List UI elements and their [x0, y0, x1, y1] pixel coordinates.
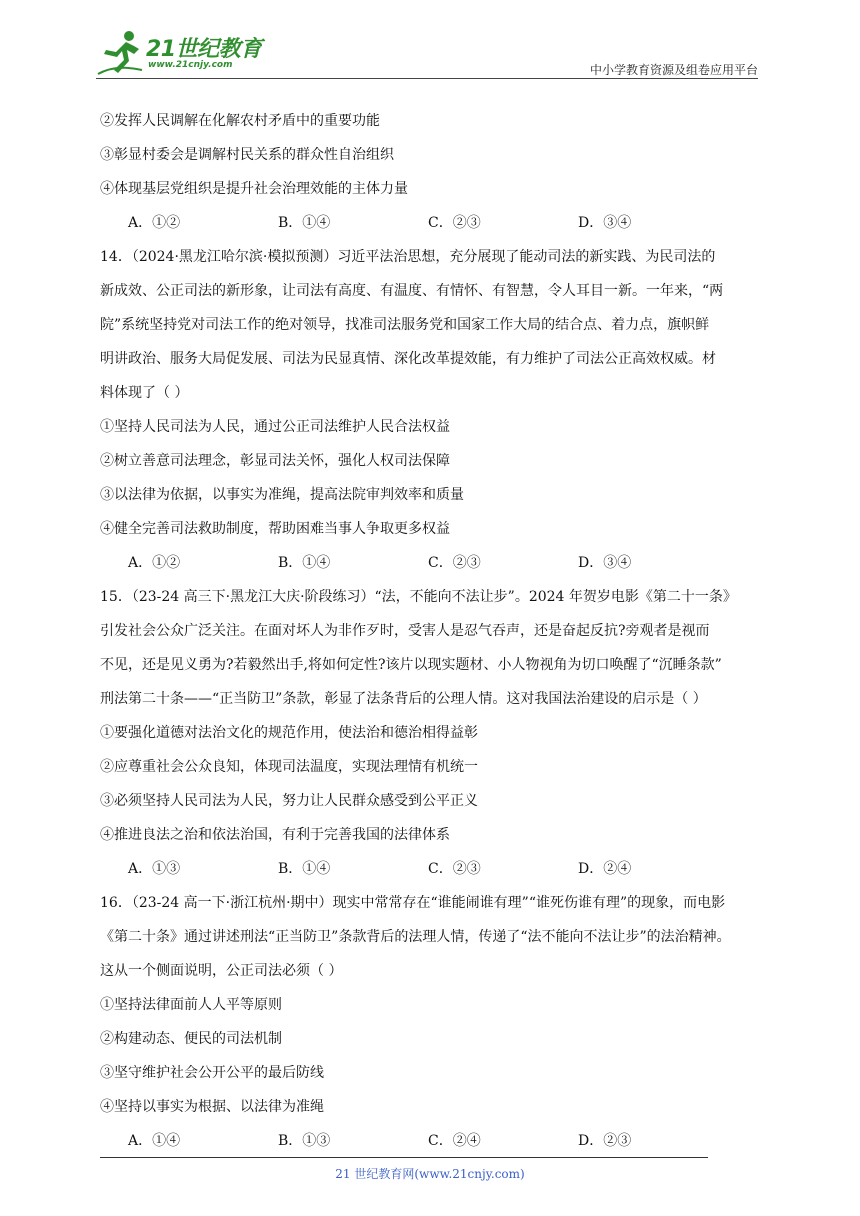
- q16-item: ④坚持以事实为根据、以法律为准绳: [100, 1099, 324, 1115]
- q16-stem-line: 这从一个侧面说明，公正司法必须（ ）: [100, 963, 343, 979]
- logo-url: www.21cnjy.com: [148, 60, 233, 70]
- q14-stem-line: 14．（2024·黑龙江哈尔滨·模拟预测）习近平法治思想，充分展现了能动司法的新实践、为民司法的: [100, 249, 716, 265]
- option-b: B．①④: [278, 215, 331, 231]
- footer-link[interactable]: 21 世纪教育网(www.21cnjy.com): [335, 1167, 525, 1181]
- q16-item: ③坚守维护社会公开公平的最后防线: [100, 1065, 324, 1081]
- option-b: B．①④: [278, 861, 331, 877]
- q15-item: ④推进良法之治和依法治国，有利于完善我国的法律体系: [100, 827, 450, 843]
- option-a: A．①④: [128, 1133, 181, 1149]
- q16-options: [100, 1124, 760, 1158]
- option-a: A．①②: [128, 215, 181, 231]
- option-d: D．③④: [578, 215, 632, 231]
- q15-item: ③必须坚持人民司法为人民，努力让人民群众感受到公平正义: [100, 793, 478, 809]
- option-d: D．②③: [578, 1133, 632, 1149]
- q14-item: ④健全完善司法救助制度，帮助困难当事人争取更多权益: [100, 521, 450, 537]
- q14-item: ①坚持人民司法为人民，通过公正司法维护人民合法权益: [100, 419, 450, 435]
- option-c: C．②③: [428, 555, 481, 571]
- page-header: [96, 30, 758, 78]
- q13-item: ④体现基层党组织是提升社会治理效能的主体力量: [100, 181, 408, 197]
- option-d: D．③④: [578, 555, 632, 571]
- q14-item: ②树立善意司法理念，彰显司法关怀，强化人权司法保障: [100, 453, 450, 469]
- q16-item: ①坚持法律面前人人平等原则: [100, 997, 282, 1013]
- logo-text: 21世纪教育: [146, 37, 262, 62]
- option-c: C．②④: [428, 1133, 481, 1149]
- option-a: A．①③: [128, 861, 181, 877]
- q15-item: ①要强化道德对法治文化的规范作用，使法治和德治相得益彰: [100, 725, 478, 741]
- question-content: [100, 104, 760, 1158]
- q14-stem-line: 明讲政治、服务大局促发展、司法为民显真情、深化改革提效能，有力维护了司法公正高效权威。材: [100, 351, 716, 367]
- q15-options: [100, 852, 760, 886]
- q14-stem-line: 院”系统坚持党对司法工作的绝对领导，找准司法服务党和国家工作大局的结合点、着力点，旗帜鲜: [100, 317, 710, 333]
- q14-stem-line: 新成效、公正司法的新形象，让司法有高度、有温度、有情怀、有智慧，令人耳目一新。一年来，“两: [100, 283, 724, 299]
- option-c: C．②③: [428, 215, 481, 231]
- option-d: D．②④: [578, 861, 632, 877]
- option-a: A．①②: [128, 555, 181, 571]
- q13-item: ②发挥人民调解在化解农村矛盾中的重要功能: [100, 113, 380, 129]
- q13-item: ③彰显村委会是调解村民关系的群众性自治组织: [100, 147, 394, 163]
- option-b: B．①④: [278, 555, 331, 571]
- q15-stem-line: 15．（23-24 高三下·黑龙江大庆·阶段练习）“法，不能向不法让步”。2024 年贺岁电影《第二十一条》: [100, 589, 737, 605]
- footer-divider: [100, 1157, 708, 1158]
- question-15: [100, 580, 760, 886]
- q14-stem-line: 料体现了（ ）: [100, 385, 189, 401]
- q16-item: ②构建动态、便民的司法机制: [100, 1031, 282, 1047]
- header-divider: [96, 78, 758, 79]
- option-b: B．①③: [278, 1133, 331, 1149]
- q14-item: ③以法律为依据，以事实为准绳，提高法院审判效率和质量: [100, 487, 464, 503]
- question-14: [100, 240, 760, 580]
- q15-stem-line: 刑法第二十条——“正当防卫”条款，彰显了法条背后的公理人情。这对我国法治建设的启示是（ ）: [100, 691, 707, 707]
- question-16: [100, 886, 760, 1158]
- platform-title: 中小学教育资源及组卷应用平台: [589, 63, 758, 77]
- q15-item: ②应尊重社会公众良知，体现司法温度，实现法理情有机统一: [100, 759, 478, 775]
- q13-options: [100, 206, 760, 240]
- runner-logo-icon: [96, 30, 144, 76]
- q16-stem-line: 《第二十条》通过讲述刑法“正当防卫”条款背后的法理人情，传递了“法不能向不法让步”的法治精神。: [100, 929, 731, 945]
- logo: [96, 30, 266, 76]
- q15-stem-line: 不见，还是见义勇为?若毅然出手,将如何定性?该片以现实题材、小人物视角为切口唤醒了“沉睡条款”: [100, 657, 722, 673]
- q15-stem-line: 引发社会公众广泛关注。在面对坏人为非作歹时，受害人是忍气吞声，还是奋起反抗?旁观者是视而: [100, 623, 710, 639]
- q16-stem-line: 16．（23-24 高一下·浙江杭州·期中）现实中常常存在“谁能闹谁有理”“谁死伤谁有理”的现象，而电影: [100, 895, 726, 911]
- option-c: C．②③: [428, 861, 481, 877]
- q14-options: [100, 546, 760, 580]
